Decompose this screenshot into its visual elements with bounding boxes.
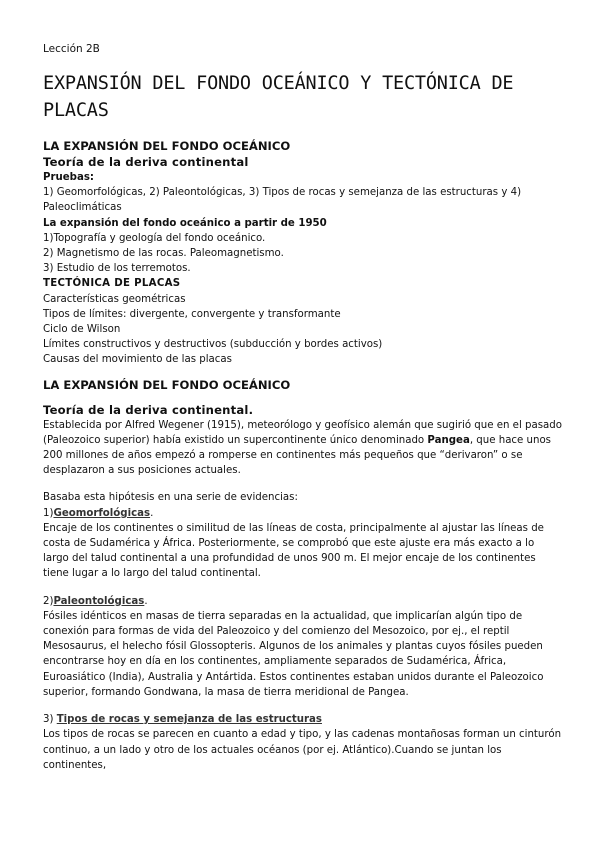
evidence-text: Los tipos de rocas se parecen en cuanto a edad y tipo, y las cadenas montañosas forman un cinturón continuo, a un lado y otro de los actuales océanos (por ej. Atlántico).Cuando se juntan los continentes, (43, 729, 562, 771)
intro-text-after: , que hace unos 200 millones de años empezó a romperse en continentes más pequeños que “derivaron” o se desplazaron a sus posiciones actuales. (43, 434, 551, 477)
pangea-term: Pangea (427, 434, 470, 446)
evidence-title: Geomorfológicas (53, 507, 151, 519)
evidence-intro: Basaba esta hipótesis en una serie de evidencias: (43, 492, 298, 504)
outline-subheading: Teoría de la deriva continental (43, 155, 249, 169)
expansion-label: La expansión del fondo oceánico a partir de 1950 (43, 217, 327, 229)
document-body (43, 138, 563, 773)
expansion-item: 3) Estudio de los terremotos. (43, 263, 191, 275)
evidence-text: Encaje de los continentes o similitud de las líneas de costa, principalmente al ajustar las líneas de costa de Sudamérica y África. Posteriormente, se comprobó que este ajuste era más exacto a lo largo del talud continental a una profundidad de unos 900 m. El mejor encaje de los continentes tiene lugar a lo largo del talud continental. (43, 522, 544, 580)
section-subheading: Teoría de la deriva continental. (43, 402, 254, 417)
evidence-number: 1) (43, 507, 54, 519)
evidence-heading (43, 594, 563, 609)
pruebas-label: Pruebas: (43, 172, 94, 183)
pruebas-text: 1) Geomorfológicas, 2) Paleontológicas, 3) Tipos de rocas y semejanza de las estructuras y 4) Paleoclimáticas (43, 187, 522, 214)
lesson-label: Lección 2B (43, 43, 100, 55)
tectonica-item: Ciclo de Wilson (43, 324, 121, 336)
tectonica-item: Causas del movimiento de las placas (43, 354, 232, 366)
expansion-item: 1)Topografía y geología del fondo oceánico. (43, 232, 266, 244)
evidence-heading (43, 506, 563, 521)
intro-paragraph (43, 418, 563, 479)
evidence-number: 2) (43, 595, 54, 607)
tectonica-item: Tipos de límites: divergente, convergente y transformante (43, 308, 341, 320)
evidence-suffix: . (144, 595, 148, 607)
evidence-heading (43, 712, 563, 727)
section-heading: LA EXPANSIÓN DEL FONDO OCEÁNICO (43, 377, 291, 392)
tectonica-heading: TECTÓNICA DE PLACAS (43, 278, 181, 290)
evidence-number: 3) (43, 714, 54, 726)
evidence-title: Tipos de rocas y semejanza de las estructuras (56, 714, 322, 726)
page-title: EXPANSIÓN DEL FONDO OCEÁNICO Y TECTÓNICA DE PLACAS (43, 73, 514, 121)
outline-heading: LA EXPANSIÓN DEL FONDO OCEÁNICO (43, 139, 291, 153)
evidence-title: Paleontológicas (53, 595, 145, 607)
intro-text-before: Establecida por Alfred Wegener (1915), meteorólogo y geofísico alemán que sugirió que en el pasado (Paleozoico superior) había existido un supercontinente único denominado (43, 419, 562, 446)
tectonica-item: Límites constructivos y destructivos (subducción y bordes activos) (43, 339, 383, 351)
evidence-suffix: . (150, 507, 154, 519)
evidence-text: Fósiles idénticos en masas de tierra separadas en la actualidad, que implicarían algún tipo de conexión para formas de vida del Paleozoico y del comienzo del Mesozoico, por ej., el reptil Mesosaurus, el helecho fósil Glossopteris. Algunos de los animales y plantas cuyos fósiles pueden encontrarse hoy en día en los continentes, ampliamente separados de Sudamérica, África, Euroasiático (India), Australia y Antártida. Estos continentes estaban unidos durante el Paleozoico superior, formando Gondwana, la masa de tierra meridional de Pangea. (43, 610, 544, 698)
tectonica-item: Características geométricas (43, 293, 186, 305)
expansion-item: 2) Magnetismo de las rocas. Paleomagnetismo. (43, 248, 284, 260)
